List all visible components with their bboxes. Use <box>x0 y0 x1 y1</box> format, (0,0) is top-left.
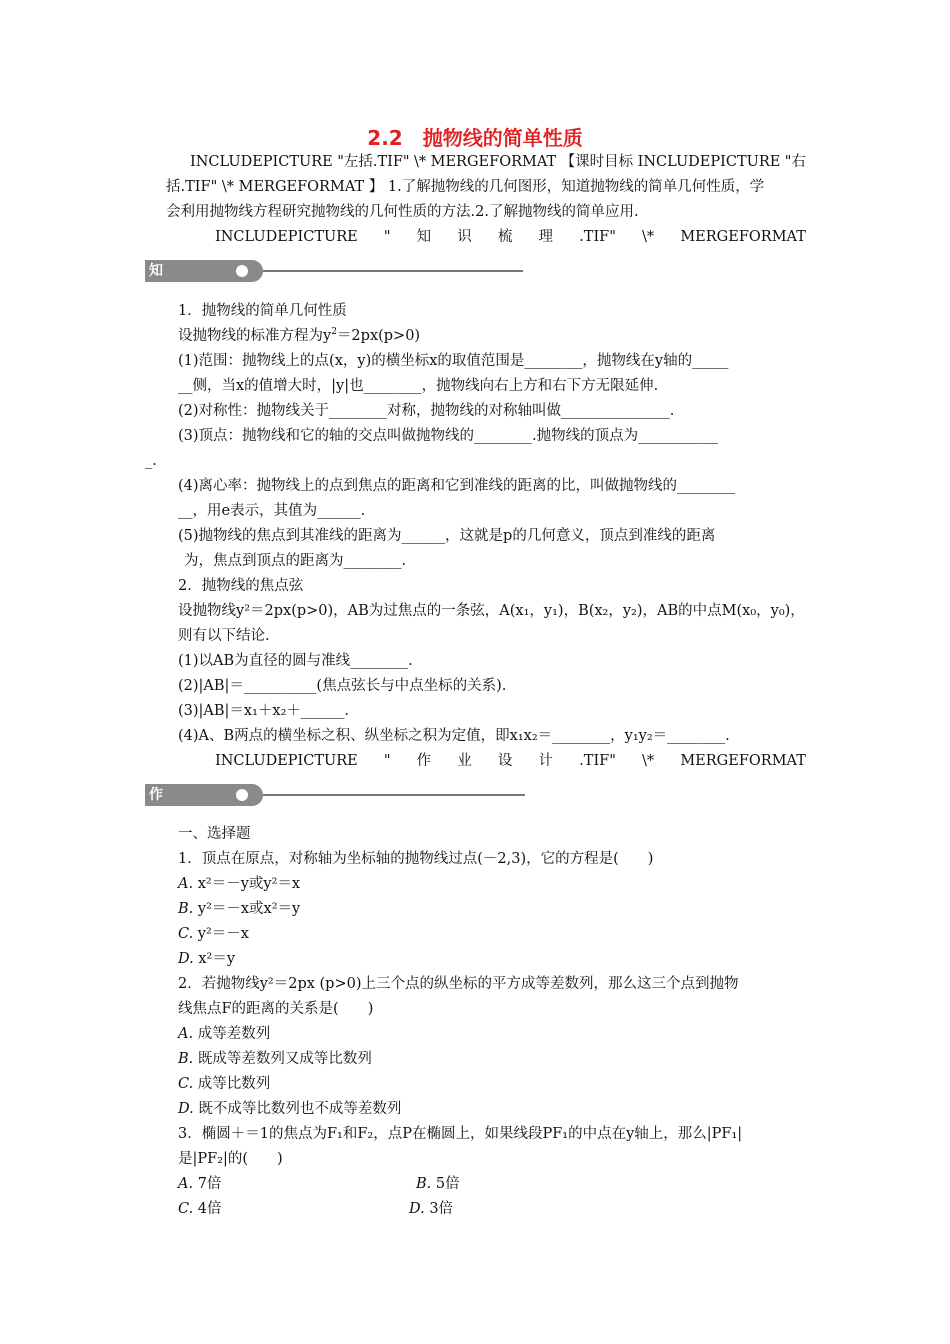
option-letter: C. <box>178 1201 194 1217</box>
knowledge-line: 1．抛物线的简单几何性质 <box>178 303 347 319</box>
option-letter: B. <box>416 1176 432 1192</box>
option-a <box>178 872 806 896</box>
option-letter: D. <box>178 951 194 967</box>
text-token: \* <box>642 229 655 245</box>
text-token: 计 <box>538 753 554 769</box>
text-token: INCLUDEPICTURE <box>215 229 358 245</box>
text-token: 理 <box>538 229 554 245</box>
option-letter: D. <box>409 1201 425 1217</box>
text-token: 设 <box>497 753 513 769</box>
option-d <box>409 1197 609 1221</box>
option-b <box>178 1047 806 1071</box>
option-letter: B. <box>178 901 194 917</box>
text-token: MERGEFORMAT <box>680 229 806 245</box>
option-text: 5倍 <box>435 1176 460 1192</box>
option-text: 成等差数列 <box>197 1026 271 1042</box>
knowledge-line: (3)|AB|＝x₁＋x₂＋______. <box>178 703 350 719</box>
text-token: INCLUDEPICTURE <box>637 154 781 170</box>
question-3: 3．椭圆＋＝1的焦点为F₁和F₂，点P在椭圆上，如果线段PF₁的中点在y轴上，那么|PF₁| <box>178 1126 743 1142</box>
circle-icon <box>236 789 248 801</box>
option-text: 既成等差数列又成等比数列 <box>197 1051 372 1067</box>
knowledge-line: (1)范围：抛物线上的点(x，y)的横坐标x的取值范围是________，抛物线在y轴的_____ <box>178 353 729 369</box>
section-divider <box>263 270 523 272</box>
knowledge-line: __侧，当x的值增大时，|y|也________，抛物线向右上方和右下方无限延伸. <box>178 378 659 394</box>
option-b <box>416 1172 616 1196</box>
option-letter: A. <box>178 1176 194 1192</box>
option-text: y²＝－x或x²＝y <box>197 901 301 917</box>
option-letter: A. <box>178 876 194 892</box>
text-token: " <box>383 753 391 769</box>
text-token: 知 <box>416 229 432 245</box>
knowledge-line: (1)以AB为直径的圆与准线________. <box>178 653 413 669</box>
option-letter: B. <box>178 1051 194 1067</box>
option-d <box>178 947 806 971</box>
text-token: 业 <box>457 753 472 769</box>
text-token: 作 <box>416 753 432 769</box>
question-1: 1．顶点在原点，对称轴为坐标轴的抛物线过点(－2,3)，它的方程是( ) <box>178 851 654 867</box>
text-token: INCLUDEPICTURE <box>215 753 358 769</box>
text-token: .TIF" <box>579 753 616 769</box>
page-title: 2.2 抛物线的简单性质 <box>367 126 583 150</box>
knowledge-line: 为，焦点到顶点的距离为________. <box>184 553 407 569</box>
knowledge-line: 设抛物线的标准方程为$y^2=2px(p>0)$ <box>178 327 421 344</box>
option-letter: C. <box>178 926 194 942</box>
text-token: 识 <box>457 229 472 245</box>
knowledge-line: __，用e表示，其值为______. <box>178 503 366 519</box>
option-b <box>178 897 806 921</box>
knowledge-line <box>215 749 806 773</box>
text-token: " <box>383 229 391 245</box>
option-text: 成等比数列 <box>197 1076 271 1092</box>
intro-line-1 <box>190 150 806 174</box>
text-token: 梳 <box>497 229 513 245</box>
option-letter: D. <box>178 1101 194 1117</box>
knowledge-line: 设抛物线y²＝2px(p>0)，AB为过焦点的一条弦，A(x₁，y₁)，B(x₂，y₂)，AB的中点M(x₀，y₀)， <box>178 603 805 619</box>
option-text: 既不成等比数列也不成等差数列 <box>198 1101 402 1117</box>
option-text: 3倍 <box>429 1201 454 1217</box>
intro-line-3: 会利用抛物线方程研究抛物线的几何性质的方法.2.了解抛物线的简单应用. <box>166 204 639 220</box>
option-text: 7倍 <box>197 1176 222 1192</box>
knowledge-line: (2)|AB|＝__________(焦点弦长与中点坐标的关系). <box>178 678 507 694</box>
knowledge-line: _. <box>145 453 157 469</box>
text-token: "右 <box>784 154 806 170</box>
intro-line-2: 括.TIF" \* MERGEFORMAT 】 1.了解抛物线的几何图形，知道抛物线的简单几何性质，学 <box>166 179 765 195</box>
text-token: .TIF" <box>579 229 616 245</box>
question-2-cont: 线焦点F的距离的关系是( ) <box>178 1001 374 1017</box>
question-3-cont: 是|PF₂|的( ) <box>178 1151 283 1167</box>
text-token: 设抛物线的标准方程为y <box>178 328 332 344</box>
circle-icon <box>236 265 248 277</box>
option-text: x²＝－y或y²＝x <box>197 876 301 892</box>
knowledge-line: (5)抛物线的焦点到其准线的距离为______，这就是p的几何意义，顶点到准线的距离 <box>178 528 716 544</box>
text-token: INCLUDEPICTURE <box>190 154 333 170</box>
text-token: \* <box>414 154 427 170</box>
option-text: 4倍 <box>197 1201 222 1217</box>
knowledge-line: (4)离心率：抛物线上的点到焦点的距离和它到准线的距离的比，叫做抛物线的________ <box>178 478 736 494</box>
text-token: MERGEFORMAT <box>680 753 806 769</box>
text-token: "左括.TIF" <box>337 154 410 170</box>
knowledge-line: (4)A、B两点的横坐标之积、纵坐标之积为定值，即x₁x₂＝________，y₁y₂＝________. <box>178 728 730 744</box>
knowledge-line: (3)顶点：抛物线和它的轴的交点叫做抛物线的________.抛物线的顶点为___________ <box>178 428 718 444</box>
exercise-heading: 一、选择题 <box>178 826 251 842</box>
option-letter: C. <box>178 1076 194 1092</box>
text-token: 【课时目标 <box>560 154 634 170</box>
knowledge-line: 则有以下结论. <box>178 628 270 644</box>
option-letter: A. <box>178 1026 194 1042</box>
option-c <box>178 922 806 946</box>
section-header-label: 知识梳理 <box>149 263 166 345</box>
text-token: MERGEFORMAT <box>430 154 557 170</box>
option-a <box>178 1022 806 1046</box>
option-text: y²＝－x <box>197 926 249 942</box>
intro-line-4 <box>215 225 806 249</box>
option-text: x²＝y <box>198 951 236 967</box>
knowledge-line: 2．抛物线的焦点弦 <box>178 578 304 594</box>
text-token: \* <box>642 753 655 769</box>
option-c <box>178 1072 806 1096</box>
question-2: 2．若抛物线y²＝2px (p>0)上三个点的纵坐标的平方成等差数列，那么这三个点到抛物 <box>178 976 739 992</box>
knowledge-line: (2)对称性：抛物线关于________对称，抛物线的对称轴叫做_______________. <box>178 403 675 419</box>
section-divider <box>263 794 525 796</box>
section-header-label: 作业设计 <box>149 787 166 869</box>
option-d <box>178 1097 806 1121</box>
text-token: ＝2px(p>0) <box>336 328 421 344</box>
